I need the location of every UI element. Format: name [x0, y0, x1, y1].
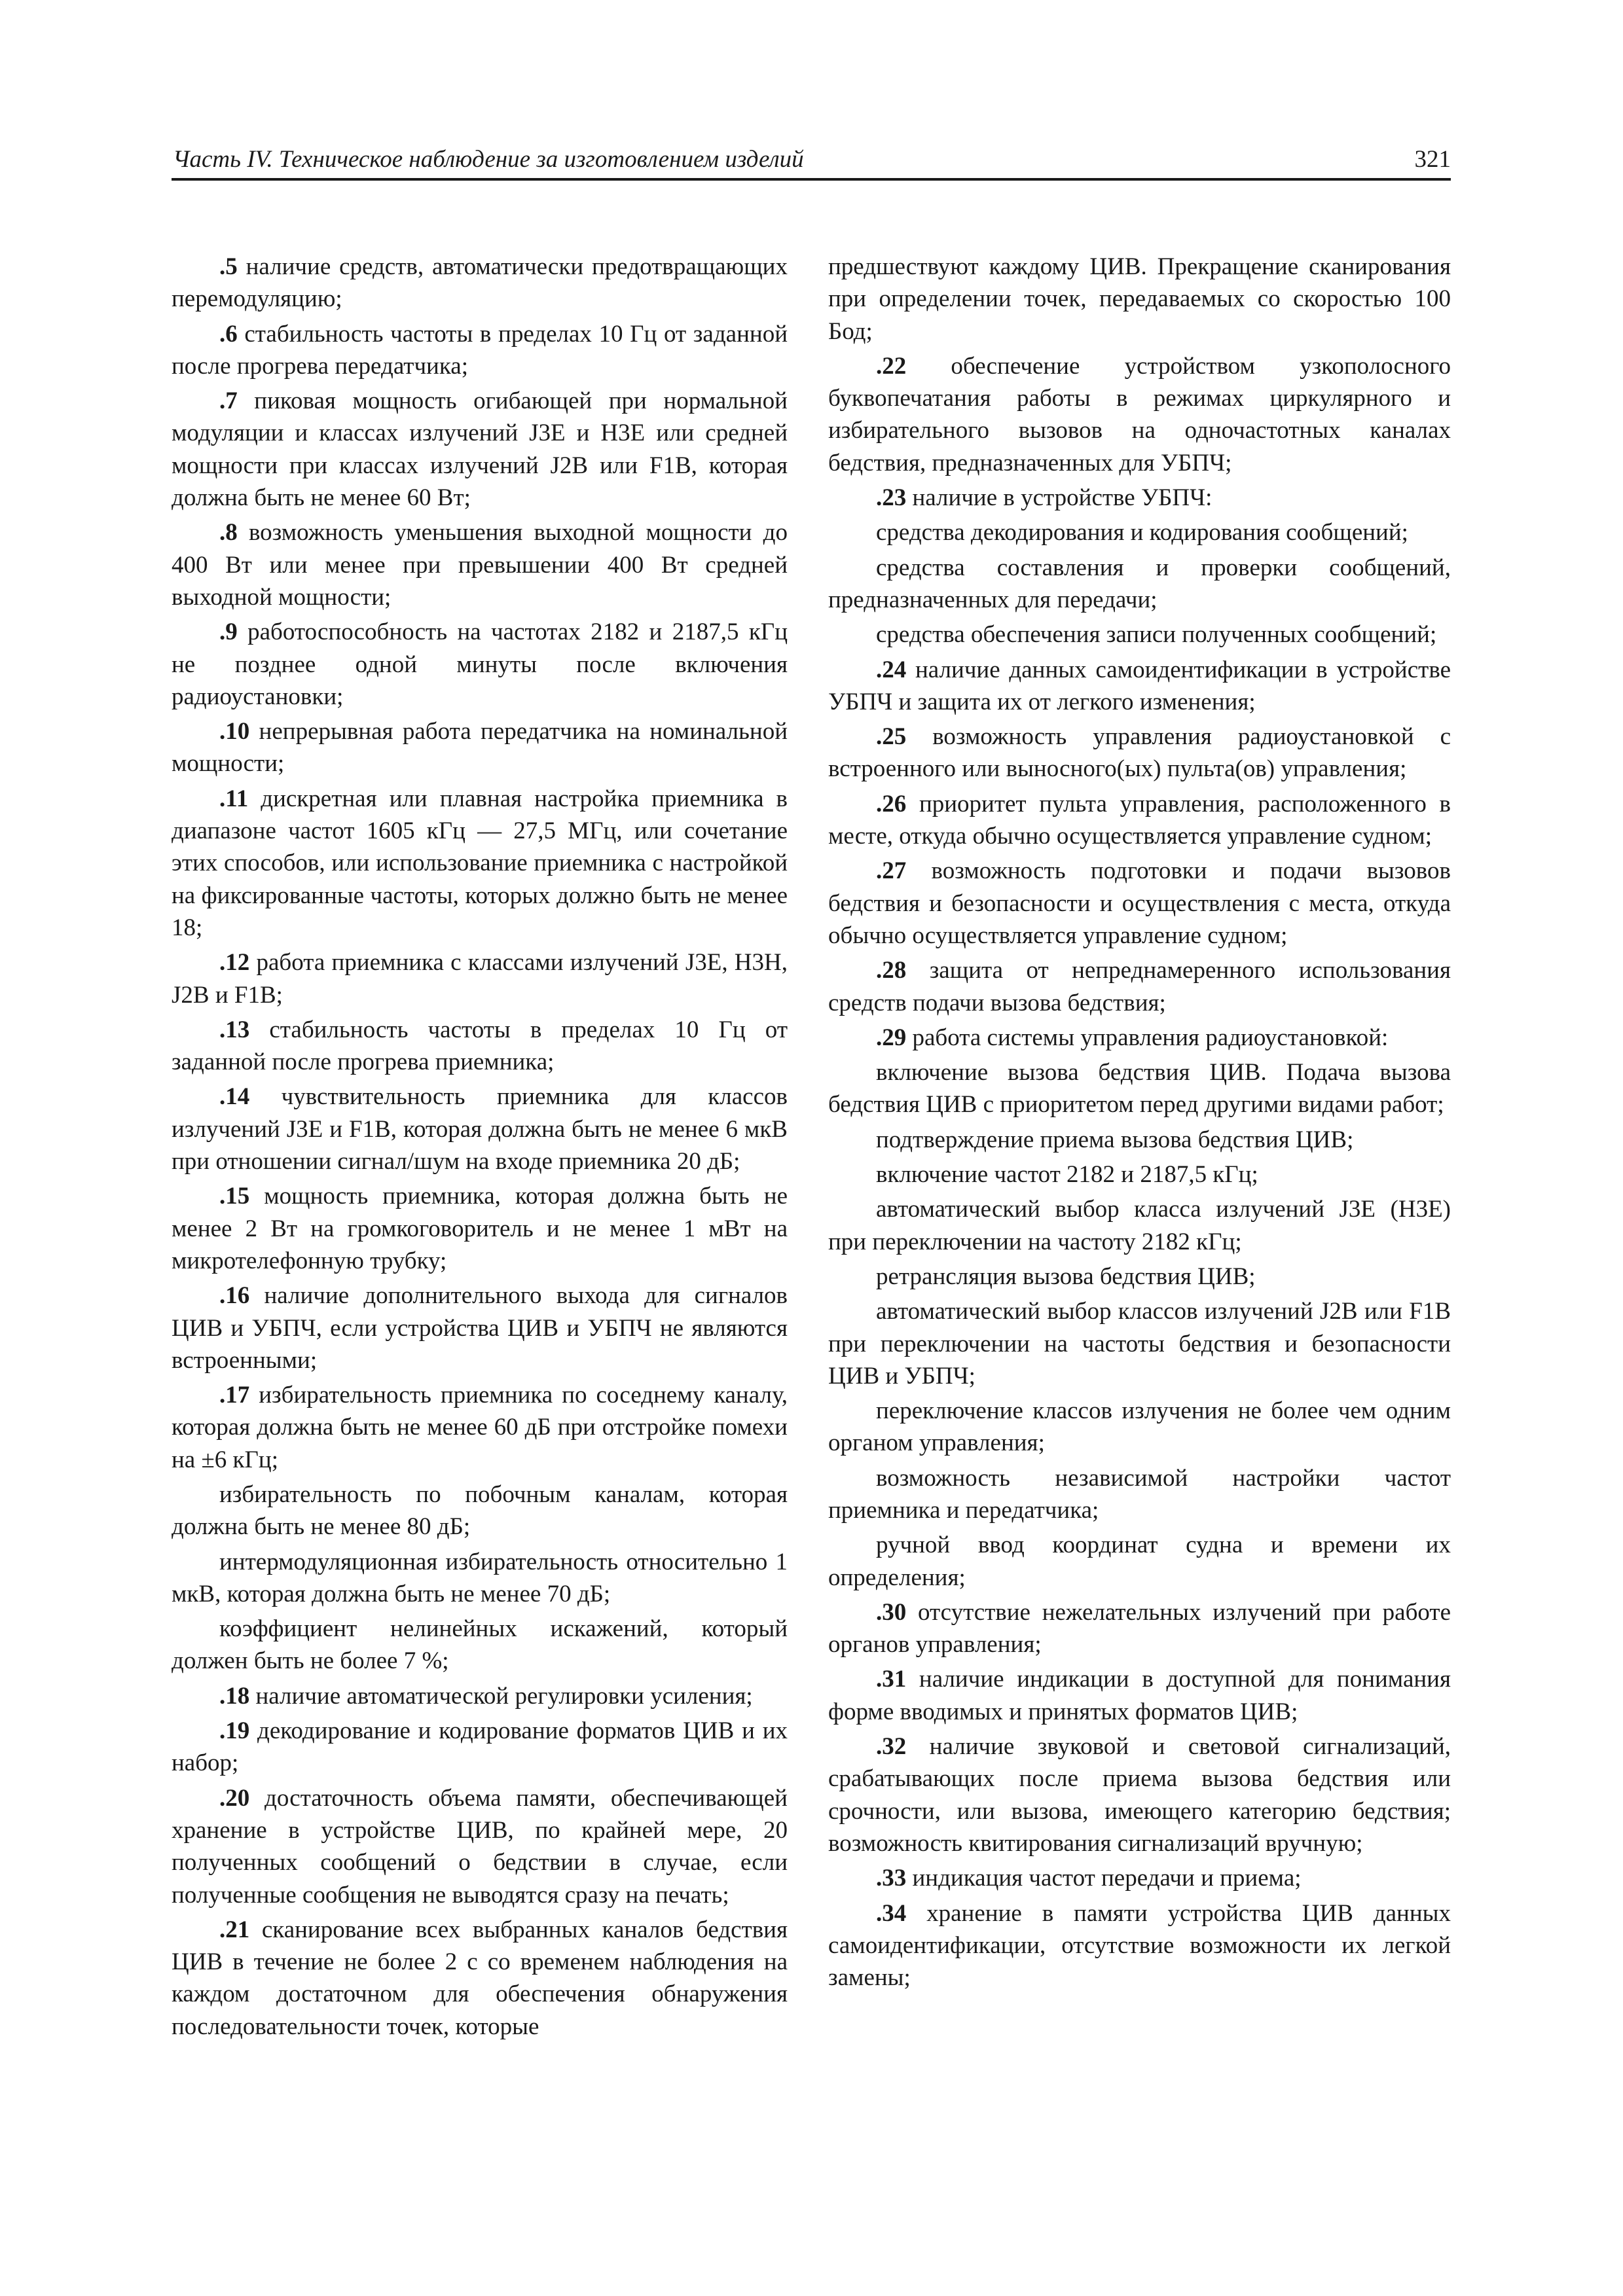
- paragraph-text: работа системы управления радиоустановкой:: [906, 1024, 1389, 1051]
- paragraph-text: чувствительность приемника для классов излучений J3E и F1B, которая должна быть не менее 6 мкВ при отношении сигнал/шум на входе приемника 20 дБ;: [172, 1083, 788, 1175]
- paragraph-text: обеспечение устройством узкополосного буквопечатания работы в режимах циркулярного и избирательного вызовов на одночастотных каналах бедствия, предназначенных для УБПЧ;: [828, 352, 1451, 476]
- paragraph-text: наличие средств, автоматически предотвращающих перемодуляцию;: [172, 253, 788, 313]
- paragraph-text: избирательность приемника по соседнему каналу, которая должна быть не менее 60 дБ при отстройке помехи на ±6 кГц;: [172, 1382, 788, 1473]
- paragraph: [828, 1056, 1451, 1121]
- item-number: .20: [219, 1784, 250, 1812]
- item-number: .21: [219, 1916, 250, 1943]
- paragraph: [828, 1261, 1451, 1293]
- item-number: .26: [876, 790, 907, 817]
- paragraph: [828, 1529, 1451, 1594]
- paragraph: [172, 1680, 788, 1712]
- paragraph: [172, 1479, 788, 1543]
- paragraph-text: наличие данных самоидентификации в устройстве УБПЧ и защита их от легкого изменения;: [828, 656, 1451, 715]
- paragraph-text: ретрансляция вызова бедствия ЦИВ;: [876, 1263, 1256, 1290]
- paragraph: [828, 1596, 1451, 1661]
- paragraph: [828, 552, 1451, 617]
- item-number: .10: [219, 718, 250, 745]
- paragraph: [172, 1613, 788, 1677]
- paragraph: [828, 654, 1451, 719]
- paragraph: [172, 251, 788, 315]
- paragraph: [172, 1379, 788, 1476]
- paragraph: [828, 516, 1451, 548]
- item-number: .8: [219, 519, 238, 547]
- paragraph-text: средства составления и проверки сообщений, предназначенных для передачи;: [828, 554, 1451, 613]
- paragraph-text: отсутствие нежелательных излучений при работе органов управления;: [828, 1598, 1451, 1659]
- item-number: .11: [219, 785, 249, 812]
- paragraph: [828, 1124, 1451, 1156]
- paragraph-text: ручной ввод координат судна и времени их определения;: [828, 1532, 1451, 1591]
- item-number: .33: [876, 1865, 907, 1892]
- running-header: [172, 144, 1451, 181]
- paragraph: [828, 1295, 1451, 1392]
- item-number: .28: [876, 957, 907, 984]
- paragraph-text: стабильность частоты в пределах 10 Гц от заданной после прогрева приемника;: [172, 1016, 788, 1076]
- paragraph-text: дискретная или плавная настройка приемника в диапазоне частот 1605 кГц — 27,5 МГц, или сочетание этих способов, или использование приемника с настройкой на фиксированные частоты, которых должно быть не менее 18;: [172, 785, 788, 941]
- item-number: .5: [219, 253, 238, 280]
- paragraph-text: наличие автоматической регулировки усиления;: [249, 1682, 753, 1710]
- paragraph: [828, 482, 1451, 514]
- left-text-column: [172, 251, 788, 2045]
- paragraph: [828, 1731, 1451, 1859]
- paragraph: [828, 1663, 1451, 1728]
- paragraph-text: коэффициент нелинейных искажений, который должен быть не более 7 %;: [172, 1615, 788, 1675]
- paragraph: [828, 1193, 1451, 1258]
- paragraph: [172, 715, 788, 780]
- paragraph-text: работа приемника с классами излучений J3E, H3H, J2B и F1B;: [172, 949, 788, 1009]
- item-number: .17: [219, 1382, 250, 1409]
- item-number: .14: [219, 1083, 250, 1111]
- item-number: .15: [219, 1183, 250, 1210]
- paragraph: [172, 1180, 788, 1277]
- paragraph-text: автоматический выбор классов излучений J2B или F1B при переключении на частоты бедствия и безопасности ЦИВ и УБПЧ;: [828, 1298, 1451, 1390]
- paragraph: [828, 619, 1451, 651]
- item-number: .7: [219, 387, 238, 415]
- paragraph-text: средства декодирования и кодирования сообщений;: [876, 519, 1408, 547]
- paragraph: [828, 788, 1451, 853]
- paragraph-text: приоритет пульта управления, расположенного в месте, откуда обычно осуществляется управление судном;: [828, 790, 1451, 850]
- item-number: .24: [876, 656, 907, 683]
- paragraph-text: интермодуляционная избирательность относительно 1 мкВ, которая должна быть не менее 70 дБ;: [172, 1548, 788, 1607]
- item-number: .23: [876, 484, 907, 512]
- item-number: .9: [219, 619, 238, 646]
- item-number: .32: [876, 1733, 907, 1761]
- paragraph-text: избирательность по побочным каналам, которая должна быть не менее 80 дБ;: [172, 1480, 788, 1541]
- page-number: 321: [1414, 146, 1451, 173]
- paragraph: [828, 1462, 1451, 1527]
- paragraph-text: наличие дополнительного выхода для сигналов ЦИВ и УБПЧ, если устройства ЦИВ и УБПЧ не являются встроенными;: [172, 1282, 788, 1374]
- paragraph: [172, 516, 788, 613]
- item-number: .13: [219, 1016, 250, 1043]
- paragraph-text: достаточность объема памяти, обеспечивающей хранение в устройстве ЦИВ, по крайней мере, 20 полученных сообщений о бедствии в случае, если полученные сообщения не выводятся сразу на печать;: [172, 1784, 788, 1909]
- paragraph: [172, 1280, 788, 1376]
- paragraph-text: переключение классов излучения не более чем одним органом управления;: [828, 1397, 1451, 1457]
- paragraph-text: непрерывная работа передатчика на номинальной мощности;: [172, 718, 788, 778]
- item-number: .22: [876, 352, 907, 380]
- section-title: Часть IV. Техническое наблюдение за изготовлением изделий: [173, 146, 804, 173]
- paragraph-text: средства обеспечения записи полученных сообщений;: [876, 621, 1437, 649]
- paragraph-text: возможность подготовки и подачи вызовов бедствия и безопасности и осуществления с места, откуда обычно осуществляется управление судном;: [828, 857, 1451, 949]
- paragraph-text: хранение в памяти устройства ЦИВ данных самоидентификации, отсутствие возможности их легкой замены;: [828, 1899, 1451, 1992]
- paragraph: [172, 616, 788, 713]
- paragraph-text: работоспособность на частотах 2182 и 2187,5 кГц не позднее одной минуты после включения радиоустановки;: [172, 619, 788, 710]
- paragraph: [828, 1897, 1451, 1994]
- paragraph: [828, 1862, 1451, 1894]
- paragraph-text: стабильность частоты в пределах 10 Гц от заданной после прогрева передатчика;: [172, 320, 788, 380]
- paragraph-text: наличие звуковой и световой сигнализаций, срабатывающих после приема вызова бедствия или срочности, или вызова, имеющего категорию бедствия; возможность квитирования сигнализаций вручную;: [828, 1733, 1451, 1857]
- item-number: .18: [219, 1682, 250, 1710]
- paragraph: [828, 954, 1451, 1019]
- paragraph: [172, 1014, 788, 1079]
- paragraph: [828, 350, 1451, 479]
- paragraph-text: наличие в устройстве УБПЧ:: [906, 484, 1213, 512]
- paragraph-text: включение частот 2182 и 2187,5 кГц;: [876, 1161, 1258, 1189]
- paragraph: [172, 1914, 788, 2043]
- paragraph: [172, 783, 788, 944]
- item-number: .19: [219, 1717, 250, 1745]
- paragraph-text: возможность уменьшения выходной мощности до 400 Вт или менее при превышении 400 Вт средней выходной мощности;: [172, 519, 788, 611]
- paragraph-text: предшествуют каждому ЦИВ. Прекращение сканирования при определении точек, передаваемых со скоростью 100 Бод;: [828, 253, 1451, 345]
- paragraph: [172, 385, 788, 514]
- paragraph: [172, 318, 788, 383]
- paragraph-text: подтверждение приема вызова бедствия ЦИВ;: [876, 1126, 1354, 1153]
- paragraph: [172, 1715, 788, 1780]
- paragraph: [828, 1395, 1451, 1460]
- paragraph-text: мощность приемника, которая должна быть не менее 2 Вт на громкоговоритель и не менее 1 мВт на микротелефонную трубку;: [172, 1183, 788, 1274]
- item-number: .27: [876, 857, 907, 885]
- paragraph: [828, 855, 1451, 952]
- item-number: .30: [876, 1598, 907, 1626]
- paragraph-text: возможность управления радиоустановкой с встроенного или выносного(ых) пульта(ов) управления;: [828, 723, 1451, 783]
- paragraph-text: пиковая мощность огибающей при нормальной модуляции и классах излучений J3E и H3E или средней мощности при классах излучений J2B или F1B, которая должна быть не менее 60 Вт;: [172, 387, 788, 512]
- paragraph: [828, 251, 1451, 348]
- paragraph-text: защита от непреднамеренного использования средств подачи вызова бедствия;: [828, 957, 1451, 1016]
- paragraph: [172, 1081, 788, 1177]
- paragraph-text: наличие индикации в доступной для понимания форме вводимых и принятых форматов ЦИВ;: [828, 1666, 1451, 1725]
- item-number: .31: [876, 1666, 907, 1693]
- paragraph: [828, 721, 1451, 785]
- paragraph-text: автоматический выбор класса излучений J3E (H3E) при переключении на частоту 2182 кГц;: [828, 1196, 1451, 1255]
- paragraph-text: включение вызова бедствия ЦИВ. Подача вызова бедствия ЦИВ с приоритетом перед другими видами работ;: [828, 1059, 1451, 1119]
- item-number: .25: [876, 723, 907, 751]
- paragraph: [172, 946, 788, 1011]
- paragraph: [828, 1022, 1451, 1054]
- paragraph: [828, 1158, 1451, 1191]
- paragraph-text: индикация частот передачи и приема;: [906, 1865, 1302, 1892]
- paragraph: [172, 1546, 788, 1611]
- paragraph: [172, 1782, 788, 1911]
- paragraph-text: возможность независимой настройки частот приемника и передатчика;: [828, 1464, 1451, 1524]
- item-number: .16: [219, 1282, 250, 1310]
- item-number: .6: [219, 320, 238, 348]
- item-number: .34: [876, 1899, 907, 1927]
- item-number: .29: [876, 1024, 907, 1051]
- right-text-column: [828, 251, 1451, 1996]
- paragraph-text: декодирование и кодирование форматов ЦИВ и их набор;: [172, 1717, 788, 1777]
- paragraph-text: сканирование всех выбранных каналов бедствия ЦИВ в течение не более 2 с со временем наблюдения на каждом достаточном для обеспечения обнаружения последовательности точек, которые: [172, 1916, 788, 2040]
- item-number: .12: [219, 949, 250, 977]
